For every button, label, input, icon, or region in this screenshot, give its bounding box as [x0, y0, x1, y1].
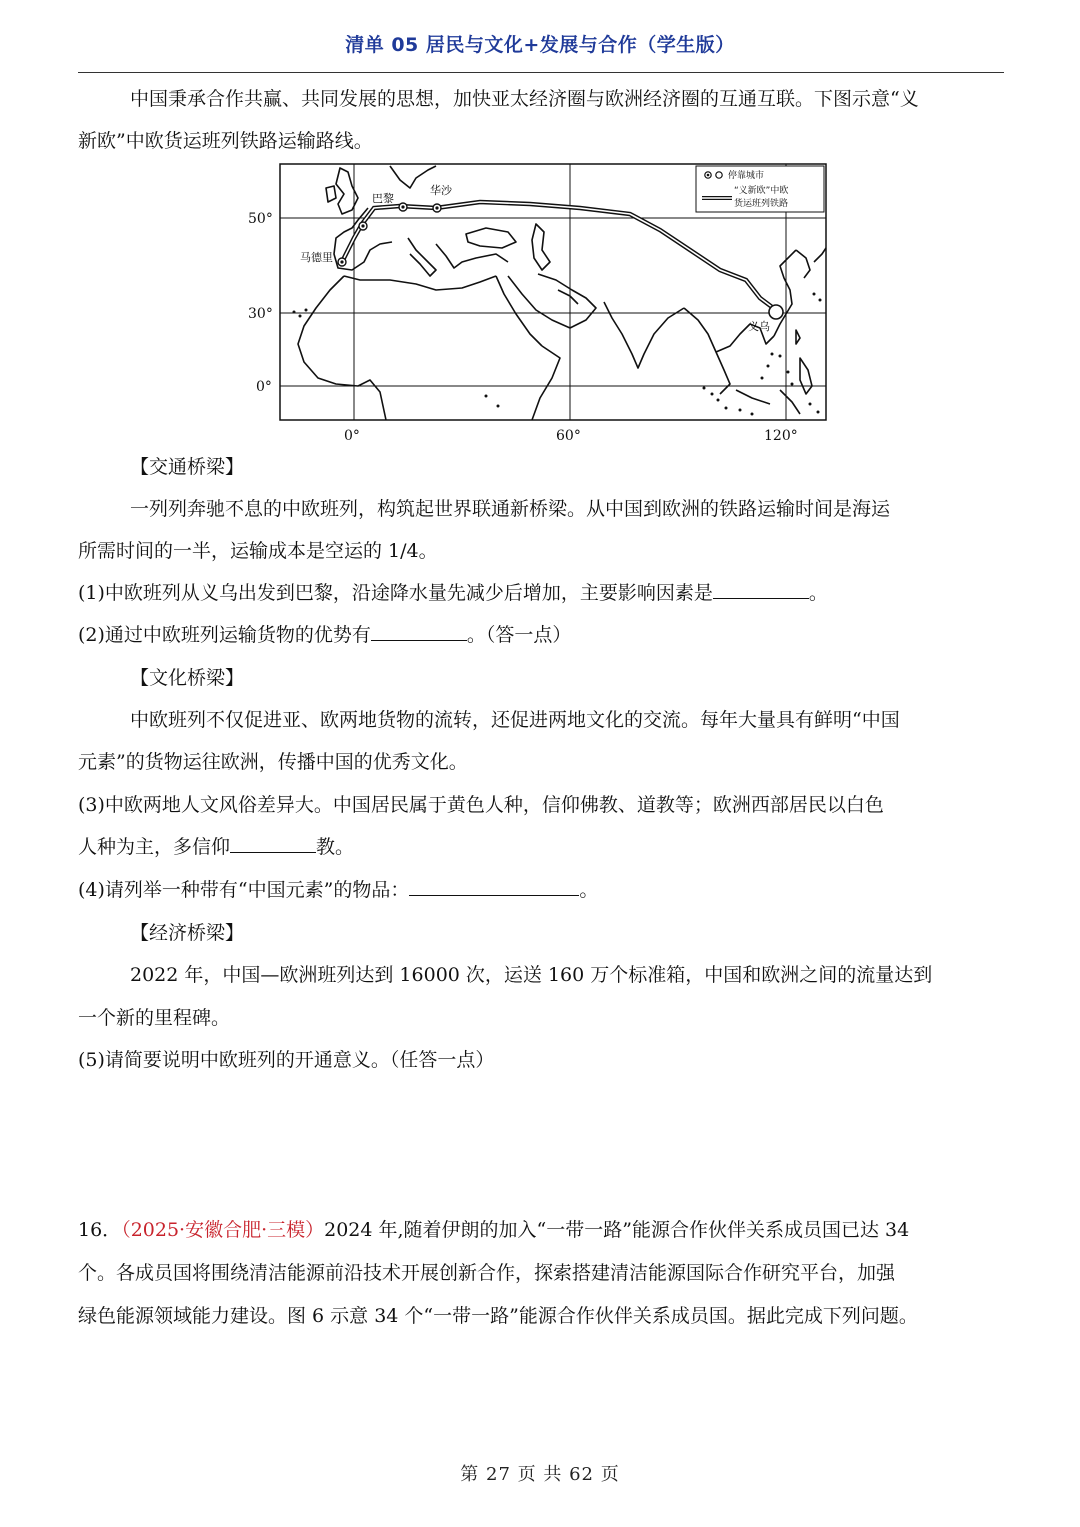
legend-rail-line-2: 货运班列铁路: [734, 199, 789, 209]
legend-stop-city: 停靠城市: [728, 171, 765, 181]
city-label-madrid: 马德里: [300, 251, 333, 264]
rail-route-map: [240, 158, 840, 450]
question-2-text: (2)通过中欧班列运输货物的优势有: [78, 624, 371, 646]
intro-line-2: 新欧”中欧货运班列铁路运输路线。: [78, 130, 373, 152]
section-title-transport: 【交通桥梁】: [130, 456, 245, 478]
question-2-answer-blank[interactable]: [371, 623, 467, 641]
intro-line-1: 中国秉承合作共赢、共同发展的思想，加快亚太经济圈与欧洲经济圈的互通互联。下图示意“义: [130, 88, 919, 110]
rail-route-map-svg: [240, 158, 840, 450]
city-label-warsaw: 华沙: [430, 184, 452, 197]
economy-paragraph-line-1: 2022 年，中国—欧洲班列达到 16000 次，运送 160 万个标准箱，中国和欧洲之间的流量达到: [130, 964, 933, 986]
city-label-paris: 巴黎: [372, 192, 394, 205]
question-1-text: (1)中欧班列从义乌出发到巴黎，沿途降水量先减少后增加，主要影响因素是: [78, 582, 713, 604]
culture-paragraph-line-2: 元素”的货物运往欧洲，传播中国的优秀文化。: [78, 751, 468, 773]
question-4-text: (4)请列举一种带有“中国元素”的物品：: [78, 879, 410, 901]
question-3-line-2: [78, 826, 1004, 869]
lon-label-120: 120°: [764, 428, 798, 444]
question-5: (5)请简要说明中欧班列的开通意义。（任答一点）: [78, 1049, 495, 1071]
question-3-line-1: (3)中欧两地人文风俗差异大。中国居民属于黄色人种，信仰佛教、道教等；欧洲西部居民以白色: [78, 794, 884, 816]
legend-rail-line-1: “义新欧”中欧: [734, 186, 789, 196]
transport-paragraph-line-2: 所需时间的一半，运输成本是空运的 1/4。: [78, 540, 438, 562]
question-16-line-2: 个。各成员国将围绕清洁能源前沿技术开展创新合作，探索搭建清洁能源国际合作研究平台，加强: [78, 1262, 896, 1284]
lat-label-50: 50°: [248, 211, 273, 227]
economy-paragraph-line-2: 一个新的里程碑。: [78, 1007, 231, 1029]
lon-label-0: 0°: [344, 428, 360, 444]
page-header-title: 清单 05 居民与文化+发展与合作（学生版）: [345, 34, 735, 56]
map-legend: [696, 166, 824, 212]
question-2-end: 。（答一点）: [466, 624, 572, 646]
question-16-line-1-text: 2024 年,随着伊朗的加入“一带一路”能源合作伙伴关系成员国已达 34: [324, 1219, 910, 1241]
question-16-line-1: [78, 1209, 1004, 1252]
city-label-yiwu: 义乌: [748, 320, 770, 333]
question-3-answer-blank[interactable]: [230, 835, 316, 853]
section-title-economy: 【经济桥梁】: [130, 922, 245, 944]
culture-paragraph-line-1: 中欧班列不仅促进亚、欧两地货物的流转，还促进两地文化的交流。每年大量具有鲜明“中国: [130, 709, 900, 731]
question-3-text: 人种为主，多信仰: [78, 836, 231, 858]
question-3-end: 教。: [316, 836, 355, 858]
lon-label-60: 60°: [556, 428, 581, 444]
question-4-end: 。: [579, 879, 599, 901]
page-number-footer: 第 27 页 共 62 页: [460, 1464, 620, 1485]
yiwu-marker: [769, 305, 783, 319]
header-divider: [78, 72, 1004, 73]
question-1-end: 。: [808, 582, 828, 604]
question-16-number: 16．: [78, 1219, 122, 1241]
section-title-culture: 【文化桥梁】: [130, 667, 245, 689]
question-2: [78, 614, 1004, 657]
lat-label-30: 30°: [248, 306, 273, 322]
question-4-answer-blank[interactable]: [409, 878, 579, 896]
question-1-answer-blank[interactable]: [713, 581, 809, 599]
question-4: [78, 869, 1004, 912]
question-16-line-3: 绿色能源领域能力建设。图 6 示意 34 个“一带一路”能源合作伙伴关系成员国。据此完成下列问题。: [78, 1305, 918, 1327]
lat-label-0: 0°: [256, 379, 272, 395]
question-16-source: （2025·安徽合肥·三模）: [121, 1219, 325, 1241]
question-1: [78, 572, 1004, 615]
transport-paragraph-line-1: 一列列奔驰不息的中欧班列，构筑起世界联通新桥梁。从中国到欧洲的铁路运输时间是海运: [130, 498, 891, 520]
